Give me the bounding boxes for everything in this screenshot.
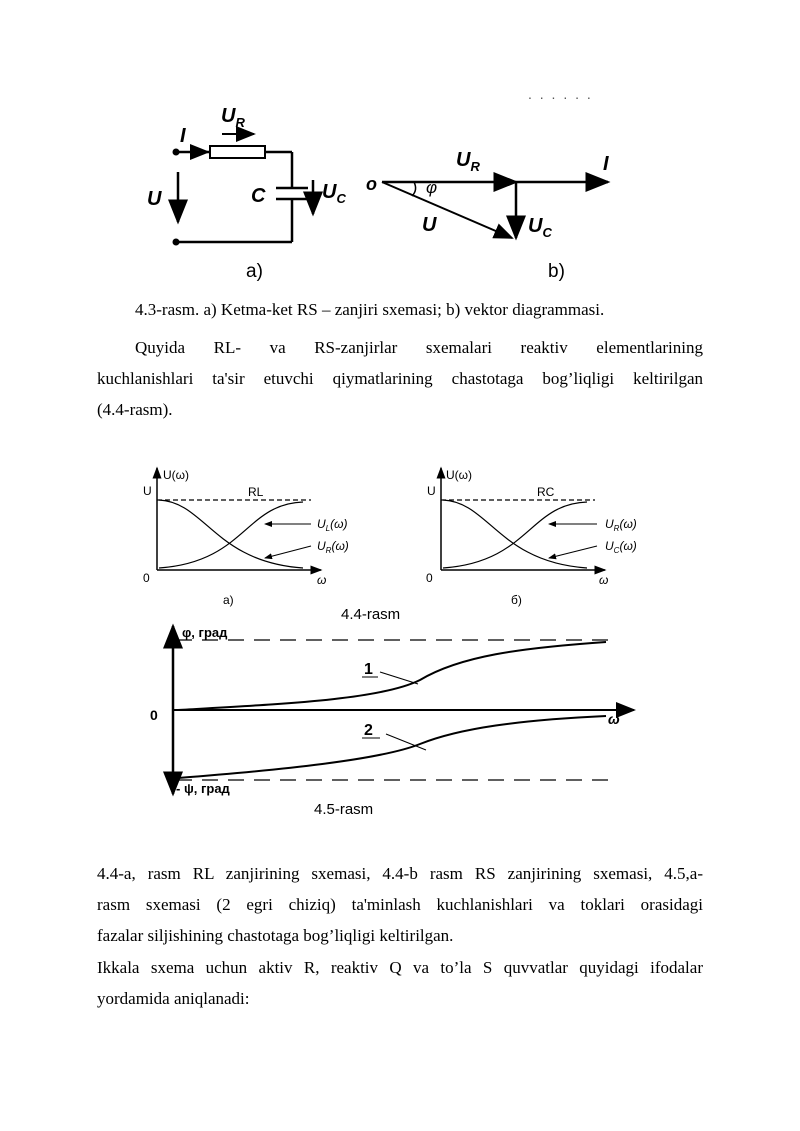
rc-title: RC (537, 485, 555, 499)
paragraph-line: yordamida aniqlanadi: (97, 989, 250, 1008)
phase-origin: 0 (150, 707, 158, 723)
label-vector-ur: $U_R$ (456, 149, 480, 174)
curve-uc-rc (443, 500, 587, 568)
page-mark: . . . . . . (528, 86, 593, 102)
panel-a-label: a) (246, 261, 263, 282)
rc-curve1-label: $U_R(\omega)$ (605, 517, 637, 533)
paragraph-line: Quyida RL- va RS-zanjirlar sxemalari reaktiv elementlarining (135, 338, 703, 357)
label-capacitor: C (251, 185, 266, 207)
curve-ur-rc (443, 502, 587, 568)
figure-4-4 (135, 462, 675, 622)
rc-y-axis-label: U(ω) (446, 468, 473, 482)
paragraph-line: rasm sxemasi (2 egri chiziq) ta'minlash kuchlanishlari va toklari orasidagi (97, 895, 703, 914)
rc-u-mark: U (427, 484, 436, 498)
paragraph-power (97, 952, 703, 1014)
phase-x-axis-label: ω (608, 711, 620, 727)
curve-1-label: 1 (364, 661, 373, 678)
label-origin: o (366, 174, 377, 194)
panel-b-label: b) (548, 261, 565, 282)
rl-curve1-label: $U_L(\omega)$ (317, 517, 348, 533)
circuit-diagram (176, 146, 308, 242)
paragraph-intro (97, 332, 703, 425)
label-source-voltage: U (147, 188, 162, 210)
label-resistor-voltage: $U_R$ (221, 105, 245, 130)
curve-ur-rl (159, 500, 303, 568)
label-phi: φ (426, 178, 438, 197)
graph-rc (441, 468, 605, 570)
rl-origin: 0 (143, 571, 150, 585)
phase-y-bottom-label: - ψ, град (176, 781, 230, 796)
figure-4-5-caption: 4.5-rasm (314, 801, 374, 818)
graph-rl (157, 468, 321, 570)
rl-x-axis-label: ω (317, 573, 327, 587)
label-current: I (180, 125, 186, 147)
paragraph-line: (4.4-rasm). (97, 400, 173, 419)
label-vector-uc: $U_C$ (528, 215, 552, 240)
paragraph-description (97, 858, 703, 951)
rc-origin: 0 (426, 571, 433, 585)
rl-panel-label: a) (223, 593, 234, 607)
figure-4-4-caption: 4.4-rasm (341, 606, 401, 622)
rl-title: RL (248, 485, 264, 499)
rc-x-axis-label: ω (599, 573, 609, 587)
paragraph-line: Ikkala sxema uchun aktiv R, reaktiv Q va to’la S quvvatlar quyidagi ifodalar (97, 958, 703, 977)
rl-y-axis-label: U(ω) (163, 468, 190, 482)
curve-2-label: 2 (364, 722, 373, 739)
terminal-bottom (173, 239, 180, 246)
vector-diagram (382, 182, 608, 238)
label-vector-u: U (422, 214, 437, 236)
rc-curve2-label: $U_C(\omega)$ (605, 539, 637, 555)
label-vector-current: I (603, 153, 609, 175)
figure-4-3-caption: 4.3-rasm. a) Ketma-ket RS – zanjiri sxemasi; b) vektor diagrammasi. (135, 300, 605, 319)
terminal-top (173, 149, 180, 156)
rl-curve2-label: $U_R(\omega)$ (317, 539, 349, 555)
label-capacitor-voltage: $U_C$ (322, 181, 346, 206)
phase-y-top-label: φ, град (182, 625, 228, 640)
paragraph-line: kuchlanishlari ta'sir etuvchi qiymatlarining chastotaga bog’liqligi keltirilgan (97, 369, 703, 388)
curve-2 (178, 716, 606, 778)
paragraph-line: 4.4-a, rasm RL zanjirining sxemasi, 4.4-b rasm RS zanjirining sxemasi, 4.5,a- (97, 864, 703, 883)
rl-u-mark: U (143, 484, 152, 498)
paragraph-line: fazalar siljishining chastotaga bog’liqligi keltirilgan. (97, 926, 454, 945)
figure-4-3 (130, 100, 650, 285)
curve-ul-rl (159, 502, 303, 568)
phase-graph (173, 626, 634, 794)
rc-panel-label: б) (511, 593, 522, 607)
figure-4-5 (140, 620, 660, 820)
